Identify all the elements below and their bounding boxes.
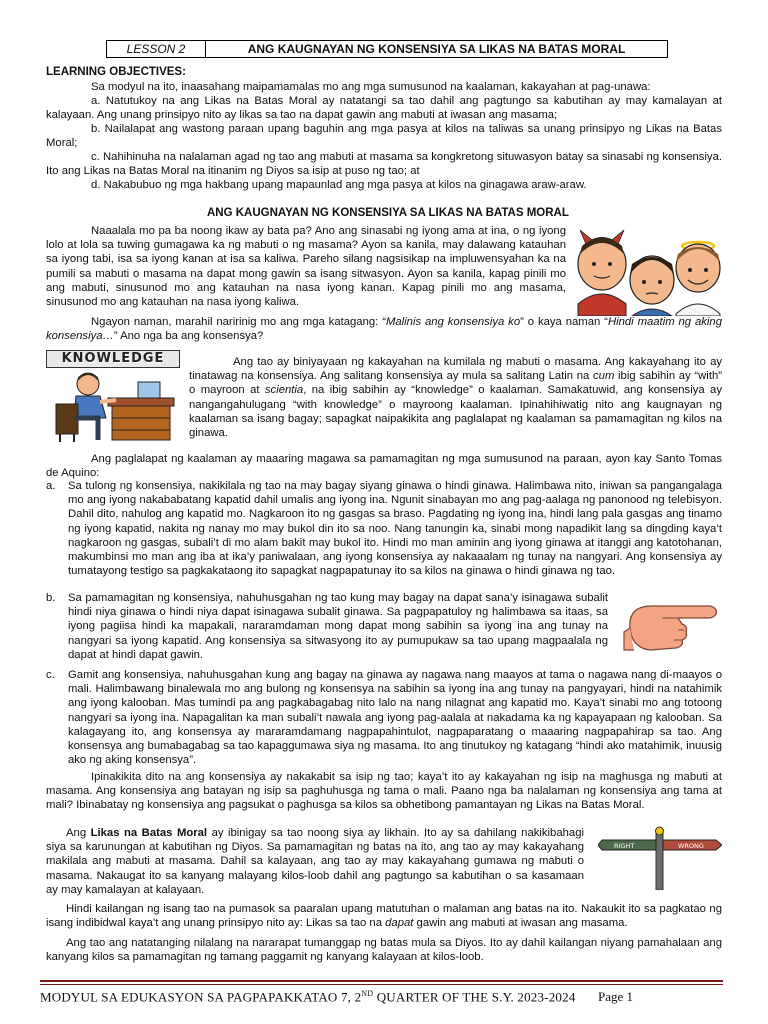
right-wrong-signpost-icon <box>598 826 722 890</box>
page-number: Page 1 <box>597 989 633 1004</box>
list-item-a: Sa tulong ng konsensiya, nakikilala ng tao na may bagay siyang ginawa o hindi ginawa. Halimbawa nito, iniwan sa pangangalaga mo ang iyong nakababatang kapatid dahil umalis ang iyong ina. Ngunit sinabayan mo ang pag-aalaga ng panonood ng telebisyon. Dahil dito, nahulog ang kapatid mo. Nagkaroon ito ng gasgas sa braso. Pagdating ng iyong ina, hindi lang pala gasgas ang tinamo ng iyong kapatid, nakita ng nanay mo may bukol din ito sa noo. Nang tanungin ka, sinabi mong napadikit lang sa dingding kaya’t nagkaroon ng gasgas, subali’t di mo alam bakit may bukol ito. Hindi mo man aminin ang iyong ginawa at itanggi ang katotohanan, makumbinsi mo man ang iba at ika’y paniwalaan, ang iyong konsensiya ay nakaaalam ng tunay na nangyari. Ang konsensiya ay tumatayong testigo sa pagkakataong ito sapagkat nagpapatunay ito sa kilos na ginawa o hindi ginawa ng tao. <box>68 480 722 578</box>
knowledge-sign: KNOWLEDGE <box>46 350 180 368</box>
paragraph-1: Naaalala mo pa ba noong ikaw ay bata pa? Ano ang sinasabi ng iyong ama at ina, o ng iyong lolo at lola sa tuwing gumagawa ka ng mabuti o ng masama? Ayon sa kanila, may dalawang katauhan sa iyong tabi, isa sa iyong kanan at isa sa kaliwa. Pareho silang nagsisikap na impluwensyahan ka na pumili sa mabuti o masama na dapat mong gawin sa isang sitwasyon. Ayon sa kanila, kapag pinili mo ang mabuti, sinusunod mo ang katauhan na nasa iyong kanan. Kapag pinili mo ang masama, sinusunod mo ang katauhan na nasa iyong kaliwa. <box>46 225 566 309</box>
pointing-hand-icon <box>622 592 720 656</box>
lesson-header <box>106 40 668 58</box>
objective-d: d. Nakabubuo ng mga hakbang upang mapaunlad ang mga pasya at kilos na ginagawa araw-araw. <box>91 179 587 191</box>
footer-rule-thick <box>40 980 723 982</box>
list-item-c: Gamit ang konsensiya, nahuhusgahan kung ang bagay na ginawa ay nagawa nang maayos at tama o nagawa nang di-maayos o mali. Halimbawang binalewala mo ang bulong ng konsensya na sabihin sa iyong ina ang tunay na pangyayari, hindi na natahimik ang iyong kalooban. Mas tumindi pa ang pagkabagabag nito lalo na nang nilagnat ang kapatid mo. Kaya’t sinabi mo ang totoong nangyari sa iyong ina. Napagalitan ka man subali’t nawala ang iyong pag-aalala at nakadama ka ng kapayapaan ng kalooban. Sa kalagayang ito, ang konsensya ay mararamdamang nagpapahintulot, nagpaparatang o maaaring nagpapahirap sa tao. Ang konsensya ang bumabagabag sa tao kapaggumawa siya ng masama. Ito ang tinutukoy ng katagang “hindi ako matahimik, inuusig ako ng aking konsensya”. <box>68 669 722 767</box>
paragraph-3: Ang tao ay biniyayaan ng kakayahan na kumilala ng mabuti o masama. Ang kakayahang ito ay tinatawag na konsensiya. Ang salitang konsensiya ay mula sa salitang Latin na cum ibig sabihin ay “with” o mayroon at scientia, na ibig sabihin ay “knowledge” o kaalaman. Samakatuwid, ang konsensiya ay nangangahulugang “with knowledge” o mayroong kaalaman. Ipinahihiwatig nito ang kaugnayan ng kaalaman sa isang bagay; sapagkat naipakikita ang paglalapat ng kaalaman sa pamamagitan ng kilos na ginawa. <box>189 356 723 440</box>
paragraph-7: Hindi kailangan ng isang tao na pumasok sa paaralan upang matutuhan o malaman ang batas na ito. Nakaukit ito sa pagkatao ng isang indibidwal kaya’t ang unang prinsipyo nito ay: Likas sa tao na dapat gawin ang mabuti at iwasan ang masama. <box>46 903 722 930</box>
objectives-intro: Sa modyul na ito, inaasahang maipamamalas mo ang mga sumusunod na kaalaman, kakayahan at pag-unawa: <box>91 81 651 93</box>
paragraph-2: Ngayon naman, marahil naririnig mo ang mga katagang: “Malinis ang konsensiya ko” o kaya naman “Hindi maatim ng aking konsensiya…” Ano nga ba ang konsensya? <box>46 316 722 343</box>
knowledge-illustration <box>46 350 178 442</box>
lesson-number: LESSON 2 <box>107 41 206 57</box>
student-at-desk-icon <box>46 368 178 442</box>
page-footer <box>40 989 723 1007</box>
objectives-heading: LEARNING OBJECTIVES: <box>46 66 186 78</box>
footer-module-title: MODYUL SA EDUKASYON SA PAGPAPAKKATAO 7, 2ND QUARTER OF THE S.Y. 2023-2024 <box>40 989 576 1005</box>
footer-rule-thin <box>40 984 723 985</box>
list-marker-c: c. <box>46 669 55 681</box>
lesson-title: ANG KAUGNAYAN NG KONSENSIYA SA LIKAS NA BATAS MORAL <box>247 42 626 56</box>
signpost-wrong-label: WRONG <box>678 842 704 850</box>
list-marker-b: b. <box>46 592 56 604</box>
devil-angel-kids-illustration <box>572 224 727 316</box>
objective-b: b. Nailalapat ang wastong paraan upang baguhin ang mga pasya at kilos na taliwas sa unang prinsipyo ng Likas na Batas Moral; <box>46 123 722 150</box>
list-marker-a: a. <box>46 480 56 492</box>
paragraph-5: Ipinakikita dito na ang konsensiya ay nakakabit sa isip ng tao; kaya’t ito ay kakayahan ng isip na maghusga ng mabuti at masama. Ang konsensiya ang batayan ng isip sa paghuhusga ng tama o mali. Paano nga ba nalalaman ng konsensiya ang tama at mali? Ibinabatay ng konsensiya ang pagsukat o paghusga sa kilos sa obhetibong pamantayan ng Likas na Batas Moral. <box>46 771 722 812</box>
paragraph-8: Ang tao ang natatanging nilalang na nararapat tumanggap ng batas mula sa Diyos. Ito ay dahil kailangan niyang pamahalaan ang kanyang kilos sa pamamagitan ng tamang paggamit ng kanyang kalayaan at kilos-loob. <box>46 937 722 964</box>
signpost-right-label: RIGHT <box>614 842 635 850</box>
objective-a: a. Natutukoy na ang Likas na Batas Moral ay natatangi sa tao dahil ang pagtungo sa kabutihan ay may kamalayan at kalayaan. Ang unang prinsipyo nito ay likas sa tao na dapat gawin ang mabuti at iwasan ang masama; <box>46 95 722 122</box>
list-item-b: Sa pamamagitan ng konsensiya, nahuhusgahan ng tao kung may bagay na dapat sana’y isinagawa subalit hindi niya ginawa o hindi niya dapat isinagawa subalit ginawa. Sa pagpapatuloy ng halimbawa sa itaas, sa iyong pagiisa hindi ka mapakali, nararamdaman mong dapat mong sabihin sa iyong ina ang tunay na nangyari sa iyong kapatid. Ang konsensiya sa sitwasyong ito ay pumupukaw sa tao upang magpaalala ng dapat at hindi dapat gawin. <box>68 592 608 661</box>
section-title: ANG KAUGNAYAN NG KONSENSIYA SA LIKAS NA BATAS MORAL <box>207 207 569 219</box>
paragraph-4: Ang paglalapat ng kaalaman ay maaaring magawa sa pamamagitan ng mga sumusunod na paraan, ayon kay Santo Tomas de Aquino: <box>46 453 722 480</box>
objective-c: c. Nahihinuha na nalalaman agad ng tao ang mabuti at masama sa kongkretong situwasyon batay sa sinasabi ng konsensiya. Ito ang Likas na Batas Moral na itinanim ng Diyos sa isip at puso ng tao; at <box>46 151 722 178</box>
paragraph-6: Ang Likas na Batas Moral ay ibinigay sa tao noong siya ay likhain. Ito ay sa dahilang nakikibahagi siya sa karunungan at kabutihan ng Diyos. Sa pamamagitan ng batas na ito, ang tao ay may kakayahang makilala ang mabuti at masama. Dahil sa kalayaan, ang tao ay may kakayahang gumawa ng mabuti o masama. Nakaugat ito sa kanyang malayang kilos-loob dahil ang pagtungo sa kabutihan o sa kasamaan ay may kamalayan at kalayaan. <box>46 827 584 896</box>
